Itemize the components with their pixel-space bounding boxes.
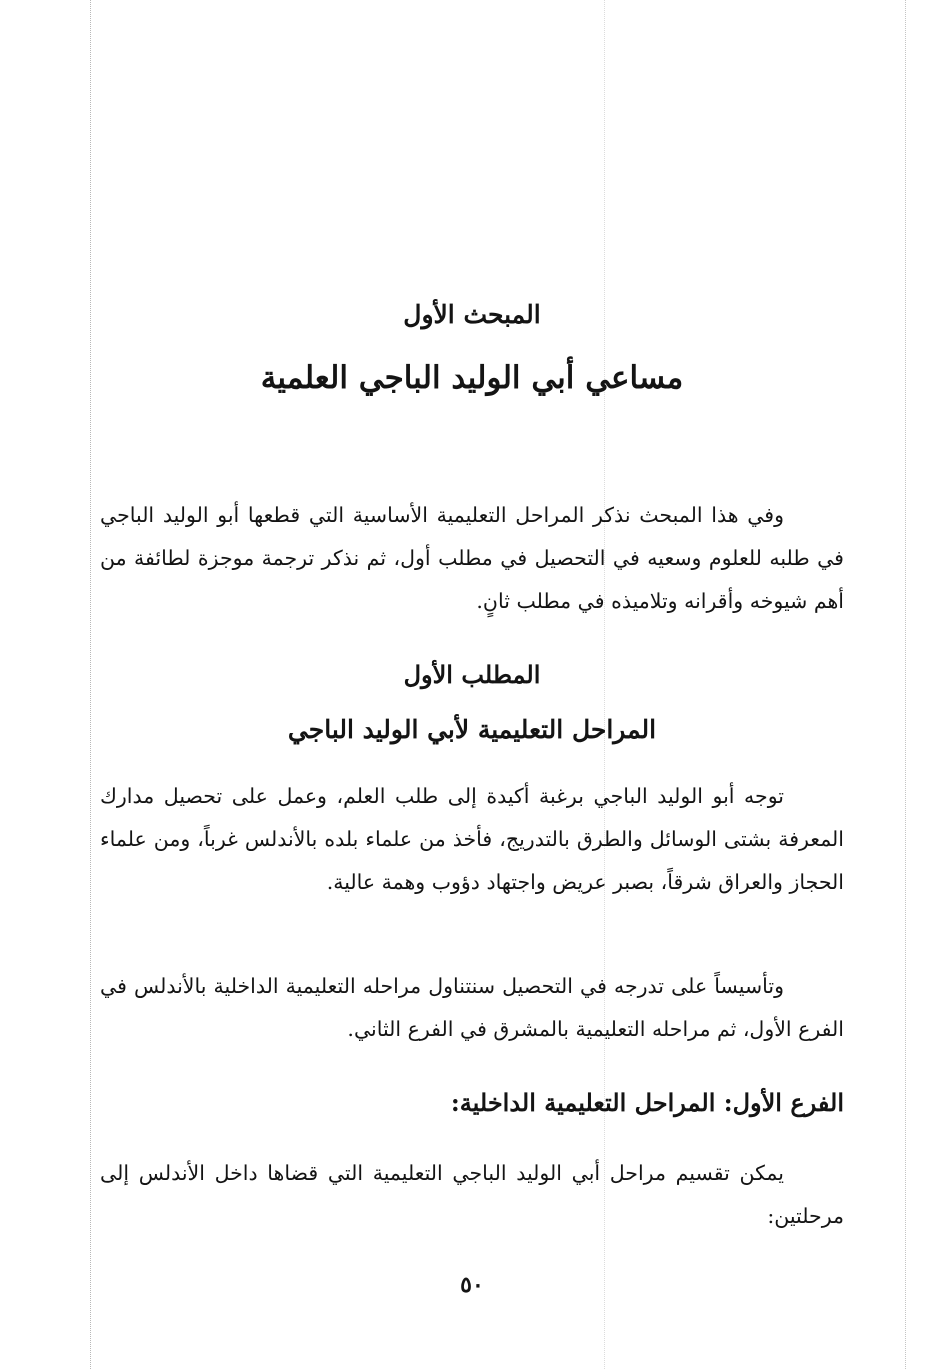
branch-paragraph: يمكن تقسيم مراحل أبي الوليد الباجي التعليمية التي قضاها داخل الأندلس إلى مرحلتين: <box>100 1161 844 1228</box>
scan-margin-line-right <box>905 0 906 1369</box>
page-number: ٥٠ <box>460 1272 484 1298</box>
branch-heading: الفرع الأول: المراحل التعليمية الداخلية: <box>450 1088 844 1117</box>
intro-paragraph: وفي هذا المبحث نذكر المراحل التعليمية الأساسية التي قطعها أبو الوليد الباجي في طلبه للعلوم وسعيه في التحصيل في مطلب أول، ثم نذكر ترجمة موجزة لطائفة من أهم شيوخه وأقرانه وتلاميذه في مطلب ثانٍ. <box>100 503 844 613</box>
scan-margin-line-left <box>90 0 91 1369</box>
chapter-label: المبحث الأول <box>403 300 541 329</box>
body-paragraph-1: توجه أبو الوليد الباجي برغبة أكيدة إلى طلب العلم، وعمل على تحصيل مدارك المعرفة بشتى الوسائل والطرق بالتدريج، فأخذ من علماء بلده بالأندلس غرباً، ومن علماء الحجاز والعراق شرقاً، بصبر عريض واجتهاد دؤوب وهمة عالية. <box>100 784 844 894</box>
chapter-title: مساعي أبي الوليد الباجي العلمية <box>260 360 684 396</box>
section-title: المراحل التعليمية لأبي الوليد الباجي <box>287 715 657 744</box>
book-page <box>100 0 844 1369</box>
section-label: المطلب الأول <box>403 660 541 689</box>
body-paragraph-2: وتأسيساً على تدرجه في التحصيل سنتناول مراحله التعليمية الداخلية بالأندلس في الفرع الأول، ثم مراحله التعليمية بالمشرق في الفرع الثاني. <box>100 974 844 1041</box>
